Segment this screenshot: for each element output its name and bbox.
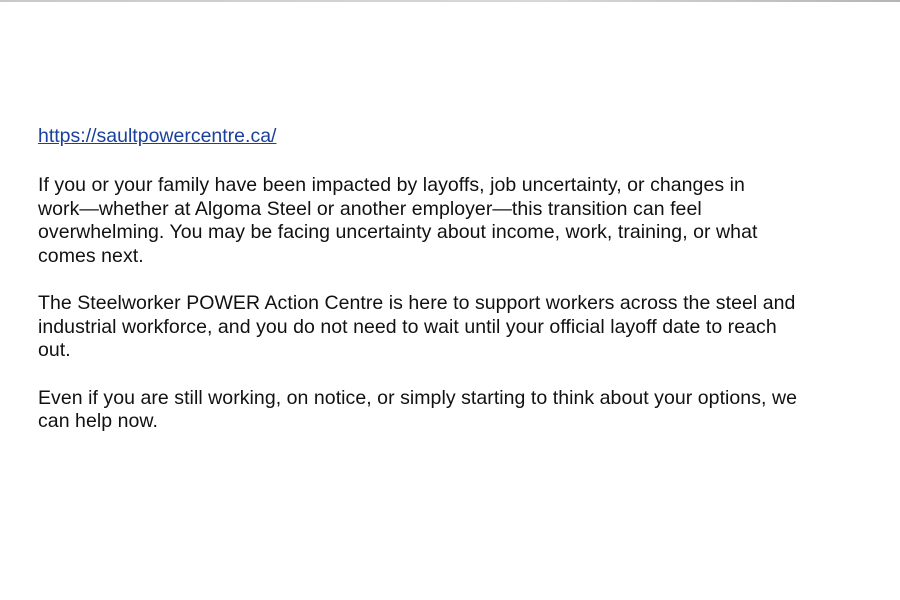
paragraph-line: The Steelworker POWER Action Centre is here to support workers across the steel and (38, 292, 796, 314)
paragraph-line: out. (38, 339, 71, 361)
paragraph-line: industrial workforce, and you do not need to wait until your official layoff date to reach (38, 315, 777, 338)
paragraph-line: work—whether at Algoma Steel or another employer—this transition can feel (38, 197, 702, 220)
website-link[interactable]: https://saultpowercentre.ca/ (38, 125, 277, 147)
paragraph-impact (38, 174, 868, 268)
paragraph-line: comes next. (38, 244, 144, 267)
paragraph-line: can help now. (38, 410, 158, 432)
paragraph-line: If you or your family have been impacted by layoffs, job uncertainty, or changes in (38, 174, 745, 196)
paragraph-line: Even if you are still working, on notice, or simply starting to think about your options, we (38, 386, 797, 409)
paragraph-support (38, 292, 868, 363)
paragraph-help-now (38, 387, 868, 434)
document-body (38, 124, 868, 458)
paragraph-line: overwhelming. You may be facing uncertainty about income, work, training, or what (38, 221, 758, 243)
scan-edge-line (0, 0, 900, 2)
